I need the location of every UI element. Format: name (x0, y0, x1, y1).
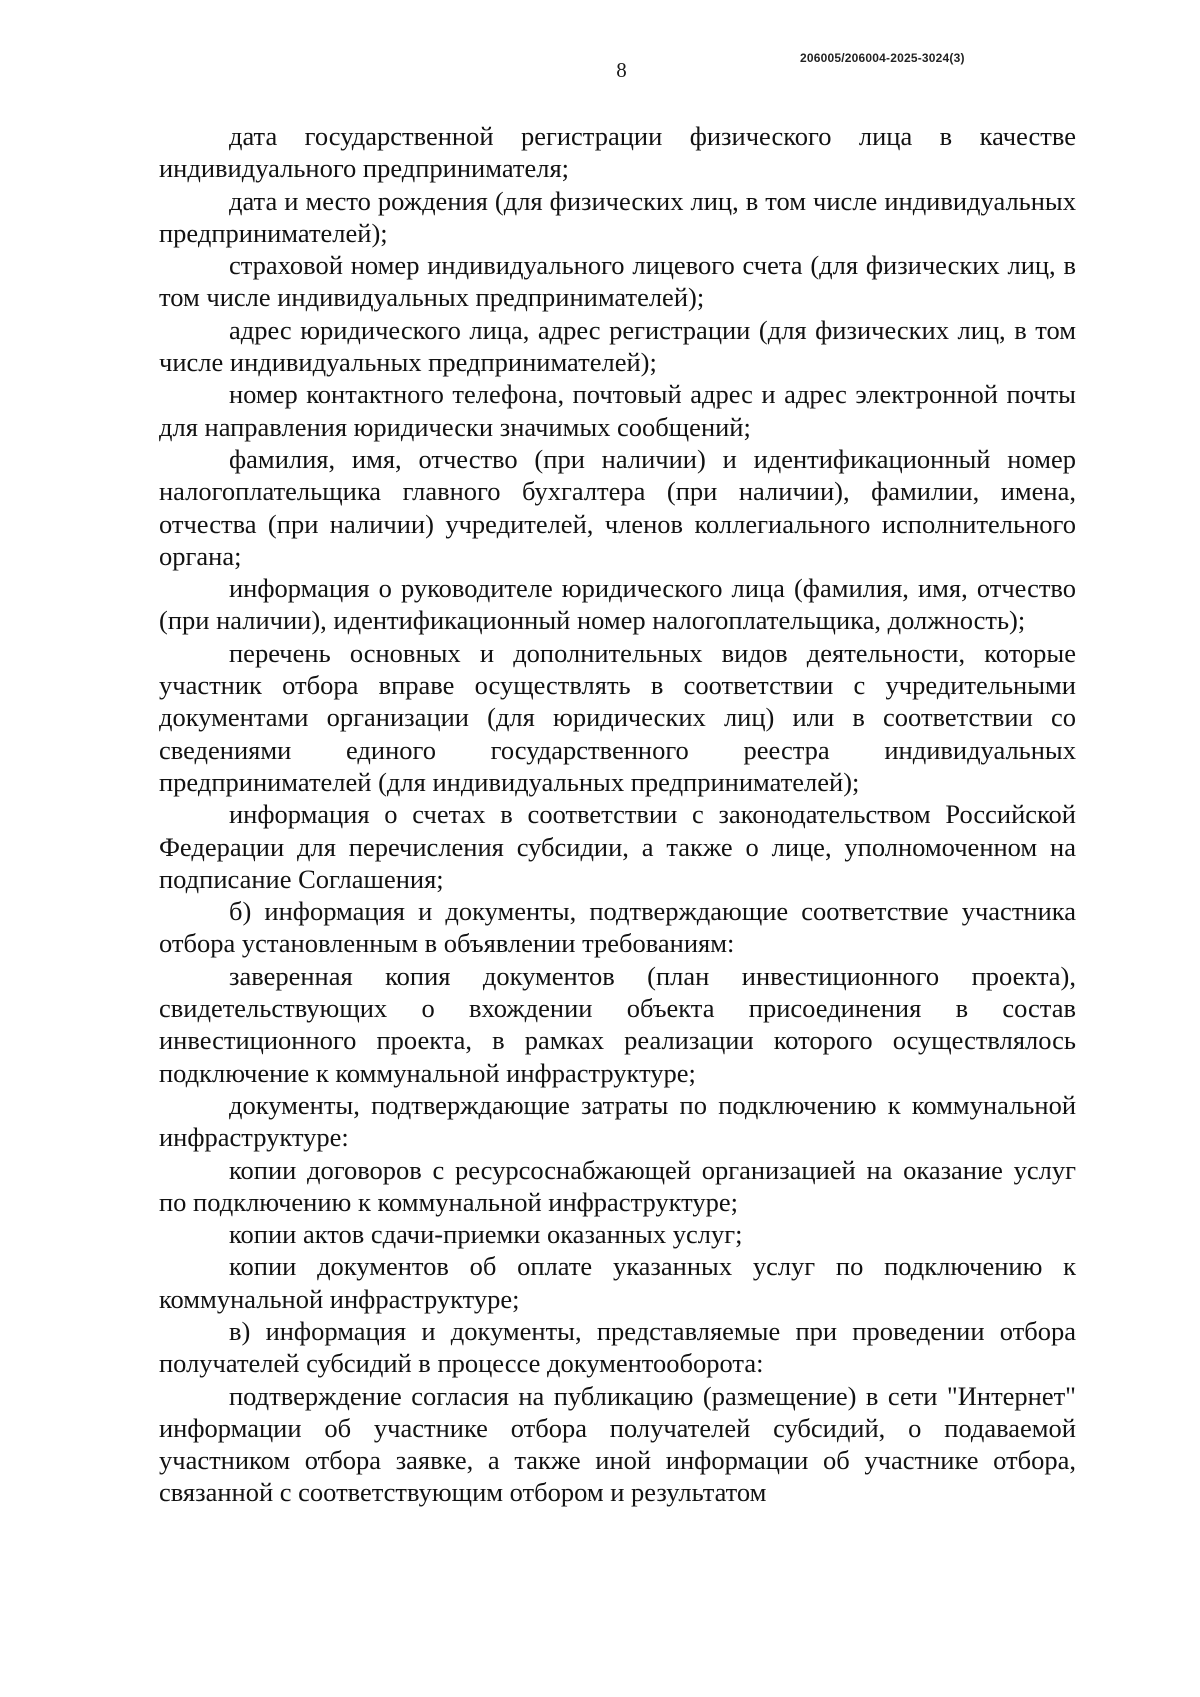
document-body (159, 120, 1076, 1509)
paragraph: копии актов сдачи-приемки оказанных услуг; (229, 1219, 743, 1250)
paragraph: дата и место рождения (для физических лиц, в том числе индивидуальных предпринимателей); (159, 185, 1076, 248)
paragraph: заверенная копия документов (план инвестиционного проекта), свидетельствующих о вхождении объекта присоединения в состав инвестиционного проекта, в рамках реализации которого осуществлялось подключение к коммунальной инфраструктуре; (159, 960, 1076, 1088)
paragraph: документы, подтверждающие затраты по подключению к коммунальной инфраструктуре: (159, 1089, 1076, 1153)
document-id: 206005/206004-2025-3024(3) (800, 51, 965, 65)
paragraph: копии договоров с ресурсоснабжающей организацией на оказание услуг по подключению к коммунальной инфраструктуре; (159, 1154, 1076, 1217)
paragraph: информация о счетах в соответствии с законодательством Российской Федерации для перечисления субсидии, а также о лице, уполномоченном на подписание Соглашения; (159, 799, 1076, 894)
paragraph: подтверждение согласия на публикацию (размещение) в сети "Интернет" информации об участнике отбора получателей субсидий, о подаваемой участником отбора заявке, а также иной информации об участнике отбора, связанной с соответствующим отбором и результатом (159, 1380, 1076, 1508)
paragraph: перечень основных и дополнительных видов деятельности, которые участник отбора вправе осуществлять в соответствии с учредительными документами организации (для юридических лиц) или в соответствии со сведениями единого государственного реестра индивидуальных предпринимателей (для индивидуальных предпринимателей); (159, 637, 1076, 797)
paragraph: копии документов об оплате указанных услуг по подключению к коммунальной инфраструктуре; (159, 1251, 1076, 1314)
paragraph: страховой номер индивидуального лицевого счета (для физических лиц, в том числе индивидуальных предпринимателей); (159, 250, 1076, 313)
paragraph: дата государственной регистрации физического лица в качестве индивидуального предпринимателя; (159, 121, 1076, 184)
paragraph: б) информация и документы, подтверждающие соответствие участника отбора установленным в объявлении требованиям: (159, 896, 1076, 959)
paragraph: информация о руководителе юридического лица (фамилия, имя, отчество (при наличии), идентификационный номер налогоплательщика, должность); (159, 573, 1076, 636)
paragraph: в) информация и документы, представляемые при проведении отбора получателей субсидий в процессе документооборота: (159, 1315, 1076, 1379)
paragraph: адрес юридического лица, адрес регистрации (для физических лиц, в том числе индивидуальных предпринимателей); (159, 314, 1076, 378)
paragraph: фамилия, имя, отчество (при наличии) и идентификационный номер налогоплательщика главного бухгалтера (при наличии), фамилии, имена, отчества (при наличии) учредителей, членов коллегиального исполнительного органа; (159, 443, 1076, 571)
paragraph: номер контактного телефона, почтовый адрес и адрес электронной почты для направления юридически значимых сообщений; (159, 379, 1076, 442)
page-number: 8 (616, 58, 627, 82)
